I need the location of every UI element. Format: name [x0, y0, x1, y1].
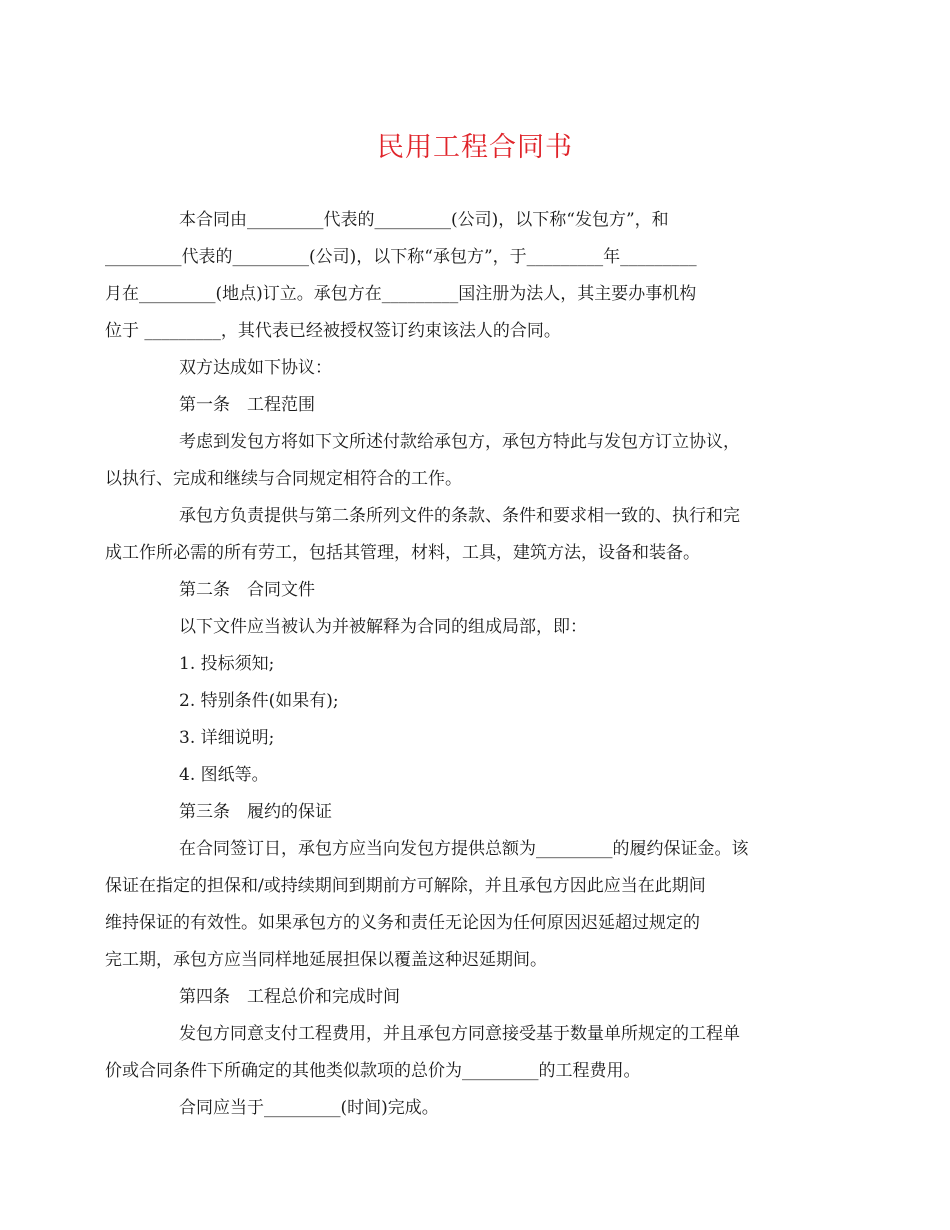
list-item: [142, 720, 802, 757]
text-line: 双方达成如下协议：: [179, 358, 332, 378]
text-line: 以下文件应当被认为并被解释为合同的组成局部，即：: [179, 617, 587, 637]
paragraph-article-4a: [105, 1016, 802, 1090]
text-line: 价或合同条件下所确定的其他类似款项的总价为_________的工程费用。: [105, 1061, 641, 1081]
paragraph-article-4b: [142, 1090, 802, 1127]
text-line: 成工作所必需的所有劳工，包括其管理，材料，工具，建筑方法，设备和装备。: [105, 543, 700, 563]
text-line: 本合同由_________代表的_________(公司)，以下称“发包方”，和: [179, 210, 669, 230]
text-line: 3. 详细说明;: [179, 728, 275, 748]
text-line: 第二条 合同文件: [179, 580, 315, 600]
text-line: 第一条 工程范围: [179, 395, 315, 415]
list-item: [142, 757, 802, 794]
text-line: 在合同签订日，承包方应当向发包方提供总额为_________的履约保证金。该: [179, 839, 749, 859]
text-line: 2. 特别条件(如果有);: [179, 691, 339, 711]
heading-article-3: [142, 794, 802, 831]
document-title: 民用工程合同书: [377, 132, 573, 163]
list-item: [142, 683, 802, 720]
paragraph-article-1a: [105, 424, 802, 498]
paragraph-contract-parties: [105, 202, 802, 350]
text-line: 合同应当于_________(时间)完成。: [179, 1098, 439, 1118]
heading-article-2: [142, 572, 802, 609]
paragraph-article-1b: [105, 498, 802, 572]
paragraph-article-2: [142, 609, 802, 646]
document-body: [105, 202, 802, 1127]
text-line: _________代表的_________(公司)，以下称“承包方”，于_________年_________: [105, 247, 697, 267]
text-line: 保证在指定的担保和/或持续期间到期前方可解除，并且承包方因此应当在此期间: [105, 876, 706, 896]
text-line: 4. 图纸等。: [179, 765, 269, 785]
text-line: 月在_________(地点)订立。承包方在_________国注册为法人，其主要办事机构: [105, 284, 697, 304]
list-item: [142, 646, 802, 683]
text-line: 考虑到发包方将如下文所述付款给承包方，承包方特此与发包方订立协议，: [179, 432, 740, 452]
paragraph-agreement: [142, 350, 802, 387]
text-line: 位于 _________，其代表已经被授权签订约束该法人的合同。: [105, 321, 561, 341]
heading-article-1: [142, 387, 802, 424]
heading-article-4: [142, 979, 802, 1016]
text-line: 完工期，承包方应当同样地延展担保以覆盖这种迟延期间。: [105, 950, 547, 970]
text-line: 第三条 履约的保证: [179, 802, 332, 822]
paragraph-article-3: [105, 831, 802, 979]
text-line: 发包方同意支付工程费用，并且承包方同意接受基于数量单所规定的工程单: [179, 1024, 740, 1044]
text-line: 承包方负责提供与第二条所列文件的条款、条件和要求相一致的、执行和完: [179, 506, 740, 526]
text-line: 以执行、完成和继续与合同规定相符合的工作。: [105, 469, 462, 489]
text-line: 第四条 工程总价和完成时间: [179, 987, 400, 1007]
text-line: 维持保证的有效性。如果承包方的义务和责任无论因为任何原因迟延超过规定的: [105, 913, 700, 933]
text-line: 1. 投标须知;: [179, 654, 275, 674]
